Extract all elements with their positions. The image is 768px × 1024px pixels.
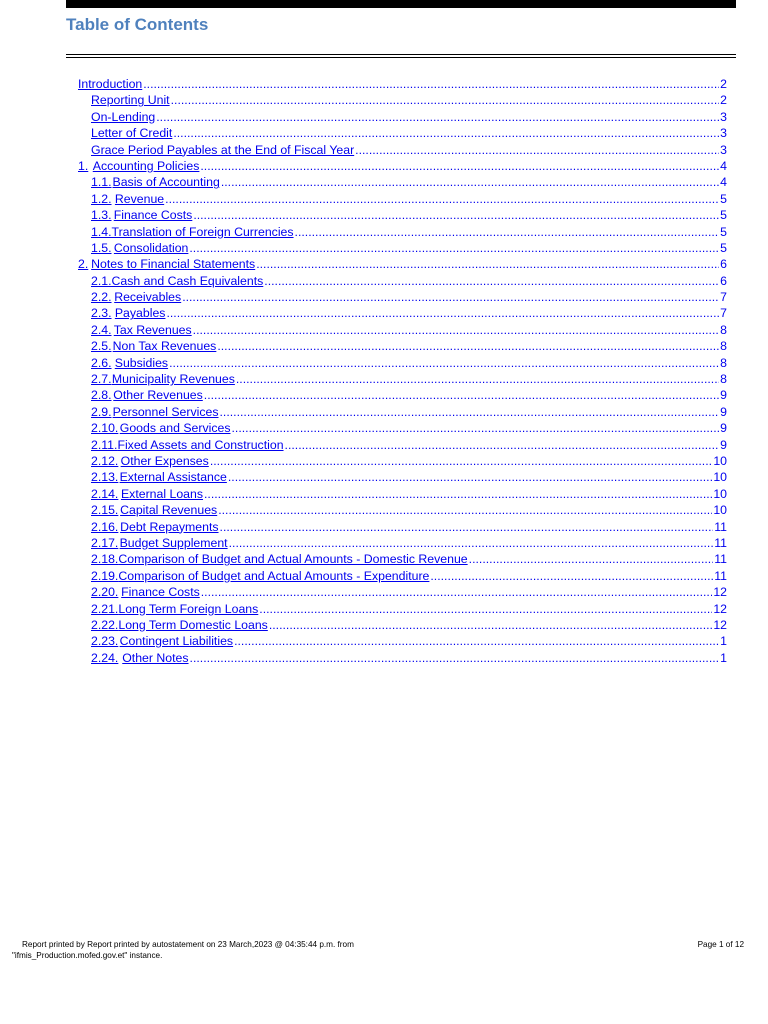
toc-entry-page: 10 <box>713 470 727 485</box>
toc-entry[interactable] <box>78 601 727 617</box>
toc-entry[interactable] <box>78 551 727 567</box>
toc-entry-number: 2.20. <box>91 585 119 600</box>
toc-entry-page: 11 <box>714 535 727 550</box>
toc-entry-number: 2.7. <box>91 372 112 387</box>
toc-entry-page: 9 <box>720 437 727 452</box>
toc-dot-leader <box>193 322 719 338</box>
toc-entry-label[interactable]: External Loans <box>120 486 204 501</box>
toc-dot-leader <box>229 535 714 551</box>
toc-entry-label[interactable]: Goods and Services <box>119 421 231 436</box>
toc-entry[interactable] <box>78 92 727 108</box>
footer-page-number: Page 1 of 12 <box>697 940 744 949</box>
toc-entry[interactable] <box>78 305 727 321</box>
toc-entry-page: 8 <box>720 339 727 354</box>
toc-entry-number: 1.4. <box>91 224 112 239</box>
toc-dot-leader <box>355 142 719 158</box>
toc-dot-leader <box>143 76 719 92</box>
toc-entry[interactable] <box>78 273 727 289</box>
toc-entry-label[interactable]: Translation of Foreign Currencies <box>111 224 294 239</box>
toc-entry-page: 4 <box>720 175 727 190</box>
toc-entry[interactable] <box>78 486 727 502</box>
toc-entry-number: 2. <box>78 257 89 272</box>
toc-dot-leader <box>171 92 720 108</box>
toc-entry-page: 9 <box>720 388 727 403</box>
toc-entry-label[interactable]: Non Tax Revenues <box>112 339 217 354</box>
toc-entry-number: 2.21. <box>91 601 119 616</box>
toc-entry-page: 12 <box>713 585 727 600</box>
toc-dot-leader <box>285 437 720 453</box>
toc-entry[interactable] <box>78 191 727 207</box>
toc-entry[interactable] <box>78 437 727 453</box>
toc-dot-leader <box>173 125 719 141</box>
toc-entry-label[interactable]: Comparison of Budget and Actual Amounts - Domestic Revenue <box>118 552 468 567</box>
toc-dot-leader <box>165 191 719 207</box>
toc-entry-number: 2.15. <box>91 503 119 518</box>
toc-dot-leader <box>201 584 713 600</box>
toc-dot-leader <box>218 502 712 518</box>
toc-entry-number: 2.2. <box>91 290 112 305</box>
footer-print-info <box>12 940 354 961</box>
toc-entry-number: 2.1. <box>91 273 112 288</box>
toc-dot-leader <box>182 289 719 305</box>
toc-dot-leader <box>231 420 719 436</box>
toc-entry[interactable] <box>78 207 727 223</box>
toc-entry-page: 9 <box>720 421 727 436</box>
toc-entry[interactable] <box>78 224 727 240</box>
toc-entry-label[interactable]: Capital Revenues <box>120 503 218 518</box>
toc-entry-number: 2.24. <box>91 650 119 665</box>
toc-entry-number: 2.9. <box>91 404 112 419</box>
toc-entry[interactable] <box>78 322 727 338</box>
toc-entry-page: 4 <box>720 158 727 173</box>
toc-dot-leader <box>264 273 719 289</box>
toc-dot-leader <box>221 174 719 190</box>
toc-entry-number: 2.19. <box>91 568 119 583</box>
toc-entry-label[interactable]: Revenue <box>114 191 165 206</box>
toc-entry-page: 7 <box>720 306 727 321</box>
toc-dot-leader <box>228 469 712 485</box>
top-border-bar <box>66 0 736 8</box>
toc-entry[interactable] <box>78 650 727 666</box>
toc-entry-label[interactable]: Introduction <box>78 77 143 91</box>
toc-entry[interactable] <box>78 535 727 551</box>
toc-entry-page: 11 <box>714 568 727 583</box>
toc-dot-leader <box>190 650 720 666</box>
toc-entry-number: 2.8. <box>91 388 112 403</box>
toc-entry[interactable] <box>78 617 727 633</box>
toc-entry-number: 2.14. <box>91 486 119 501</box>
page-title: Table of Contents <box>66 15 209 34</box>
toc-entry-page: 5 <box>720 240 727 255</box>
toc-entry-page: 6 <box>720 273 727 288</box>
toc-entry[interactable] <box>78 633 727 649</box>
toc-entry-label[interactable]: Other Notes <box>122 650 189 665</box>
toc-entry-page: 5 <box>720 191 727 206</box>
toc-entry-page: 1 <box>720 650 727 665</box>
toc-entry[interactable] <box>78 338 727 354</box>
toc-entry-number: 2.23. <box>91 634 119 649</box>
toc-entry-label[interactable]: Long Term Foreign Loans <box>118 601 259 616</box>
toc-entry-number: 2.10. <box>91 421 119 436</box>
toc-entry-label[interactable]: Fixed Assets and Construction <box>117 437 284 452</box>
toc-entry-page: 10 <box>713 453 727 468</box>
toc-dot-leader <box>220 519 714 535</box>
toc-entry-number: 2.13. <box>91 470 119 485</box>
toc-dot-leader <box>193 207 719 223</box>
toc-dot-leader <box>469 551 714 567</box>
toc-entry-label[interactable]: Accounting Policies <box>92 158 200 173</box>
toc-entry-page: 5 <box>720 208 727 223</box>
toc-entry[interactable] <box>78 371 727 387</box>
toc-dot-leader <box>256 256 719 272</box>
table-of-contents <box>78 76 727 666</box>
toc-entry-page: 9 <box>720 404 727 419</box>
toc-dot-leader <box>269 617 712 633</box>
toc-entry-number: 2.6. <box>91 355 112 370</box>
toc-entry-page: 8 <box>720 355 727 370</box>
toc-entry-label[interactable]: Other Revenues <box>113 388 203 403</box>
footer-print-line-2: "ifmis_Production.mofed.gov.et" instance. <box>12 950 163 960</box>
toc-entry-page: 11 <box>714 519 727 534</box>
toc-entry-number: 2.16. <box>91 519 119 534</box>
toc-dot-leader <box>200 158 719 174</box>
toc-entry[interactable] <box>78 158 727 174</box>
toc-entry[interactable] <box>78 453 727 469</box>
toc-entry[interactable] <box>78 355 727 371</box>
toc-entry-number: 1.5. <box>91 240 112 255</box>
toc-entry[interactable] <box>78 420 727 436</box>
toc-entry-number: 1.1. <box>91 175 112 190</box>
toc-entry-label[interactable]: Basis of Accounting <box>112 175 220 190</box>
toc-entry-page: 6 <box>720 257 727 272</box>
toc-entry-number: 1. <box>78 158 89 173</box>
toc-entry-number: 2.18. <box>91 552 119 567</box>
toc-entry-number: 2.5. <box>91 339 112 354</box>
toc-entry-page: 3 <box>720 109 727 124</box>
toc-entry-label[interactable]: Tax Revenues <box>113 322 192 337</box>
toc-entry-label[interactable]: Contingent Liabilities <box>119 634 234 649</box>
toc-entry-page: 10 <box>713 503 727 518</box>
toc-entry[interactable] <box>78 289 727 305</box>
toc-entry-label[interactable]: On-Lending <box>91 109 156 124</box>
toc-entry-number: 1.3. <box>91 208 112 223</box>
toc-entry-label[interactable]: Finance Costs <box>113 208 193 223</box>
toc-entry[interactable] <box>78 256 727 272</box>
toc-entry-page: 8 <box>720 372 727 387</box>
toc-entry[interactable] <box>78 519 727 535</box>
toc-entry-number: 2.4. <box>91 322 112 337</box>
toc-dot-leader <box>295 224 720 240</box>
toc-entry-page: 8 <box>720 322 727 337</box>
toc-entry-label[interactable]: Letter of Credit <box>91 126 173 141</box>
toc-entry-label[interactable]: Reporting Unit <box>91 93 170 108</box>
toc-entry-page: 12 <box>713 617 727 632</box>
toc-entry[interactable] <box>78 174 727 190</box>
toc-entry[interactable] <box>78 469 727 485</box>
toc-entry-label[interactable]: Consolidation <box>113 240 189 255</box>
toc-dot-leader <box>204 486 712 502</box>
toc-entry-label[interactable]: Grace Period Payables at the End of Fiscal Year <box>91 142 355 157</box>
toc-entry-label[interactable]: Subsidies <box>114 355 169 370</box>
toc-entry-number: 2.12. <box>91 453 119 468</box>
toc-dot-leader <box>217 338 719 354</box>
toc-entry-number: 2.22. <box>91 617 119 632</box>
toc-entry-label[interactable]: Personnel Services <box>112 404 219 419</box>
toc-dot-leader <box>430 568 713 584</box>
toc-entry[interactable] <box>78 404 727 420</box>
toc-entry-label[interactable]: Budget Supplement <box>119 535 228 550</box>
toc-entry-label[interactable]: Municipality Revenues <box>111 372 235 387</box>
toc-entry-label[interactable]: External Assistance <box>119 470 227 485</box>
toc-dot-leader <box>166 305 719 321</box>
toc-entry-page: 7 <box>720 290 727 305</box>
toc-dot-leader <box>189 240 719 256</box>
toc-entry-page: 5 <box>720 224 727 239</box>
toc-dot-leader <box>220 404 720 420</box>
toc-entry-page: 2 <box>720 93 727 108</box>
toc-entry-label[interactable]: Cash and Cash Equivalents <box>111 273 264 288</box>
toc-entry-page: 11 <box>714 552 727 567</box>
toc-entry-label[interactable]: Debt Repayments <box>120 519 219 534</box>
toc-entry[interactable] <box>78 584 727 600</box>
footer-print-line-1: Report printed by Report printed by autostatement on 23 March,2023 @ 04:35:44 p.m. from <box>22 940 354 949</box>
toc-dot-leader <box>236 371 719 387</box>
toc-dot-leader <box>204 387 719 403</box>
toc-entry-number: 2.17. <box>91 535 119 550</box>
title-rule-bottom <box>66 57 736 58</box>
toc-entry-label[interactable]: Comparison of Budget and Actual Amounts - Expenditure <box>118 568 430 583</box>
toc-entry-label[interactable]: Long Term Domestic Loans <box>118 617 268 632</box>
toc-entry[interactable] <box>78 109 727 125</box>
toc-dot-leader <box>169 355 719 371</box>
toc-entry-label[interactable]: Finance Costs <box>121 585 200 600</box>
toc-entry-label[interactable]: Other Expenses <box>120 453 209 468</box>
toc-dot-leader <box>210 453 713 469</box>
toc-entry-label[interactable]: Receivables <box>114 290 182 305</box>
toc-entry[interactable] <box>78 240 727 256</box>
toc-entry-number: 1.2. <box>91 191 112 206</box>
title-rule-top <box>66 54 736 55</box>
toc-dot-leader <box>156 109 719 125</box>
toc-entry-label[interactable]: Payables <box>114 306 166 321</box>
toc-entry-page: 10 <box>713 486 727 501</box>
toc-entry[interactable] <box>78 568 727 584</box>
toc-entry[interactable] <box>78 76 727 92</box>
toc-entry-page: 12 <box>713 601 727 616</box>
toc-entry-page: 1 <box>720 634 727 649</box>
toc-dot-leader <box>234 633 719 649</box>
toc-entry[interactable] <box>78 502 727 518</box>
toc-entry-label[interactable]: Notes to Financial Statements <box>91 257 256 272</box>
toc-dot-leader <box>259 601 712 617</box>
toc-entry-number: 2.11. <box>91 437 118 452</box>
toc-entry-page: 3 <box>720 142 727 157</box>
toc-entry-number: 2.3. <box>91 306 112 321</box>
toc-entry[interactable] <box>78 125 727 141</box>
toc-entry[interactable] <box>78 142 727 158</box>
toc-entry-page: 2 <box>720 77 727 91</box>
toc-entry-page: 3 <box>720 126 727 141</box>
toc-entry[interactable] <box>78 387 727 403</box>
